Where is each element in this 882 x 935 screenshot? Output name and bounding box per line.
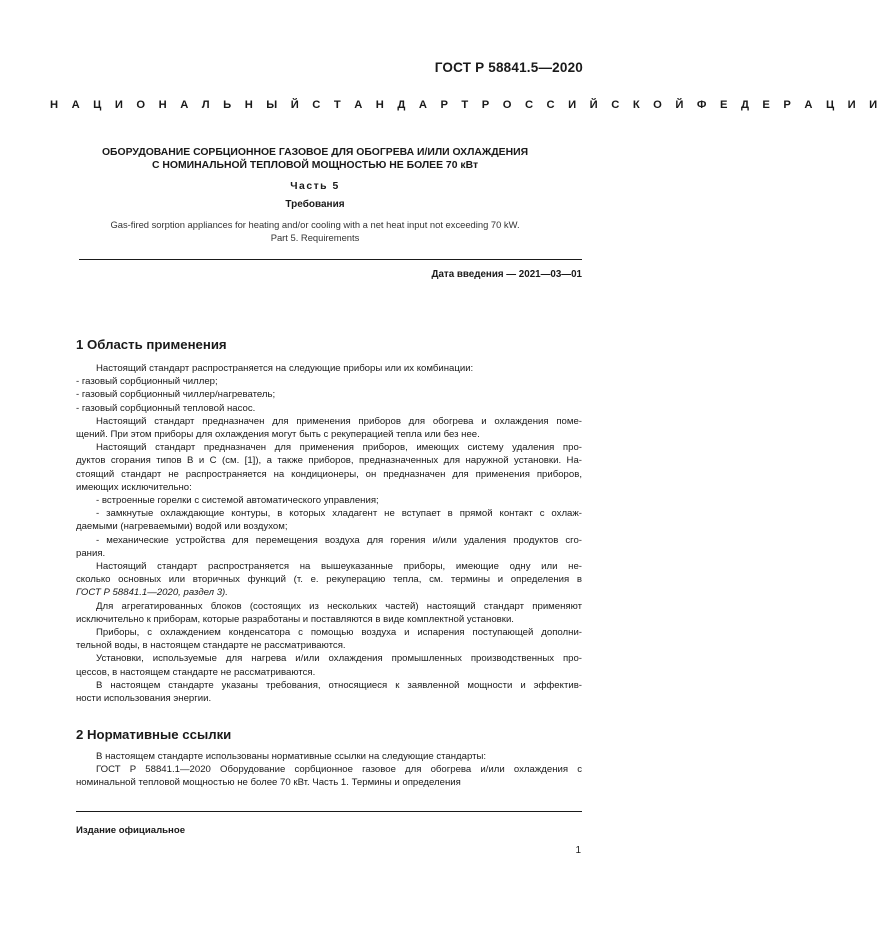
section-1-body xyxy=(76,362,582,705)
english-title-line-2: Part 5. Requirements xyxy=(270,232,360,243)
text-line: Для агрегатированных блоков (состоящих из нескольких частей) настоящий стандарт применяют xyxy=(96,600,582,612)
title-line-1: ОБОРУДОВАНИЕ СОРБЦИОННОЕ ГАЗОВОЕ ДЛЯ ОБОГРЕВА И/ИЛИ ОХЛАЖДЕНИЯ xyxy=(101,147,529,158)
text-line: рания. xyxy=(76,547,106,559)
part-subtitle: Требования xyxy=(285,199,345,210)
text-line: дуктов сгорания типов В и С (см. [1]), а также приборов, предназначенных для наружной установки. На- xyxy=(76,455,582,467)
section-1-heading: 1 Область применения xyxy=(76,337,227,352)
date-of-introduction: Дата введения — 2021—03—01 xyxy=(431,269,582,280)
text-line: ности использования энергии. xyxy=(76,693,212,705)
text-line: щений. При этом приборы для охлаждения могут быть с рекуперацией тепла или без нее. xyxy=(76,429,480,441)
text-line: стоящий стандарт не распространяется на кондиционеры, он предназначен для применения приборов, xyxy=(76,468,582,480)
text-line: - газовый сорбционный чиллер; xyxy=(76,376,218,388)
text-line: - газовый сорбционный тепловой насос. xyxy=(76,402,256,414)
national-standard-banner: Н А Ц И О Н А Л Ь Н Ы Й С Т А Н Д А Р Т Р О С С И Й С К О Й Ф Е Д Е Р А Ц И И xyxy=(50,99,882,111)
text-line: исключительно к приборам, которые разработаны и поставляются в виде комплектной установки. xyxy=(76,613,514,625)
text-line: Установки, используемые для нагрева и/или охлаждения промышленных производственных про- xyxy=(96,653,582,665)
section-2-heading: 2 Нормативные ссылки xyxy=(76,727,232,742)
footer-divider xyxy=(76,811,582,812)
text-line: Настоящий стандарт распространяется на вышеуказанные приборы, имеющие одну или не- xyxy=(96,561,582,573)
document-code: ГОСТ Р 58841.5—2020 xyxy=(434,60,583,75)
text-line: - замкнутые охлаждающие контуры, в которых хладагент не вступает в прямой контакт с охлаж- xyxy=(96,508,582,520)
text-line: - газовый сорбционный чиллер/нагреватель; xyxy=(76,389,276,401)
text-line: Настоящий стандарт предназначен для применения приборов для обогрева и охлаждения поме- xyxy=(96,415,582,427)
page-number: 1 xyxy=(575,845,581,856)
text-line: ГОСТ Р 58841.1—2020, раздел 3). xyxy=(76,587,228,599)
document-title xyxy=(60,146,570,172)
text-line: даемыми (нагреваемыми) водой или воздухом; xyxy=(76,521,288,533)
section-2-body xyxy=(76,750,582,790)
official-edition-label: Издание официальное xyxy=(76,825,186,836)
text-line: Настоящий стандарт предназначен для применения приборов, имеющих систему удаления про- xyxy=(96,442,582,454)
text-line: ГОСТ Р 58841.1—2020 Оборудование сорбционное газовое для обогрева и/или охлаждения с xyxy=(96,764,582,776)
english-title-line-1: Gas-fired sorption appliances for heating and/or cooling with a net heat input not exceeding 70 kW. xyxy=(110,219,520,230)
text-line: В настоящем стандарте использованы нормативные ссылки на следующие стандарты: xyxy=(96,751,487,762)
text-line: - механические устройства для перемещения воздуха для горения и/или удаления продуктов сго- xyxy=(96,534,582,546)
part-number: Часть 5 xyxy=(290,181,340,192)
text-line: Приборы, с охлаждением конденсатора с помощью воздуха и испарения поступающей дополни- xyxy=(96,627,582,639)
english-title xyxy=(50,218,580,244)
text-line: сколько основных или вторичных функций (т. е. рекуперацию тепла, см. термины и определения в xyxy=(76,574,582,586)
title-line-2: С НОМИНАЛЬНОЙ ТЕПЛОВОЙ МОЩНОСТЬЮ НЕ БОЛЕЕ 70 кВт xyxy=(151,160,479,171)
text-line: - встроенные горелки с системой автоматического управления; xyxy=(96,495,379,507)
text-line: номинальной тепловой мощностью не более 70 кВт. Часть 1. Термины и определения xyxy=(76,777,461,789)
header-divider xyxy=(79,259,582,260)
text-line: цессов, в настоящем стандарте не рассматриваются. xyxy=(76,666,316,678)
text-line: имеющих исключительно: xyxy=(76,481,192,493)
text-line: В настоящем стандарте указаны требования, относящиеся к заявленной мощности и эффектив- xyxy=(96,679,582,691)
text-line: тельной воды, в настоящем стандарте не рассматриваются. xyxy=(76,640,346,652)
text-line: Настоящий стандарт распространяется на следующие приборы или их комбинации: xyxy=(96,363,474,374)
